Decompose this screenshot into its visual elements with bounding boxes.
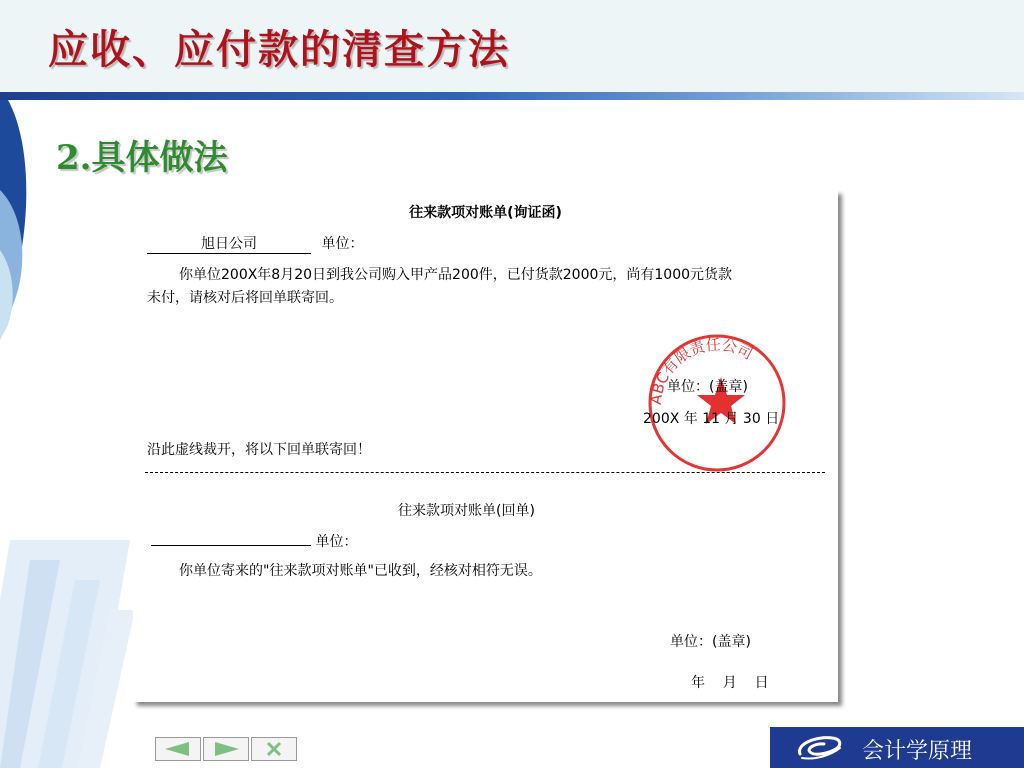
swirl-logo-icon xyxy=(794,734,846,762)
slide-navigation xyxy=(155,737,299,761)
seal-text: ABC有限责任公司 xyxy=(646,335,756,406)
arrow-right-icon xyxy=(211,741,241,757)
prev-slide-button[interactable] xyxy=(155,737,201,761)
slide-title: 应收、应付款的清查方法 xyxy=(48,26,510,73)
cut-line xyxy=(145,472,825,473)
date-line: 200X 年 11 月 30 日 xyxy=(643,411,780,427)
left-decoration xyxy=(0,100,40,360)
cut-instruction: 沿此虚线裁开，将以下回单联寄回！ xyxy=(147,442,371,458)
section-subtitle: 2.具体做法 xyxy=(56,138,228,178)
decorative-stripes xyxy=(0,540,140,768)
addressee-line xyxy=(147,233,363,254)
reply-date-line: 年 月 日 xyxy=(691,675,769,691)
reply-body: 你单位寄来的"往来款项对账单"已收到，经核对相符无误。 xyxy=(179,563,542,579)
addressee-name: 旭日公司 xyxy=(147,233,311,254)
course-brand-bar xyxy=(770,727,1024,768)
arrow-left-icon xyxy=(163,741,193,757)
sign-label: 单位：(盖章) xyxy=(667,379,748,395)
header-divider-bar xyxy=(0,92,1024,100)
company-seal xyxy=(641,325,791,475)
reply-title: 往来款项对账单(回单) xyxy=(398,503,535,519)
reply-addressee-suffix: 单位： xyxy=(315,534,358,550)
close-slideshow-button[interactable] xyxy=(251,737,297,761)
addressee-suffix: 单位： xyxy=(321,236,364,252)
reply-addressee-blank xyxy=(151,529,311,546)
close-icon xyxy=(264,741,284,757)
reply-sign-label: 单位：(盖章) xyxy=(670,634,751,650)
letter-title: 往来款项对账单(询证函) xyxy=(409,205,562,221)
slide-header xyxy=(0,0,1024,92)
next-slide-button[interactable] xyxy=(203,737,249,761)
reply-addressee-line xyxy=(151,529,357,551)
course-name: 会计学原理 xyxy=(862,739,973,764)
confirmation-letter xyxy=(133,190,838,702)
letter-body-line2: 未付，请核对后将回单联寄回。 xyxy=(147,290,343,306)
letter-body-line1: 你单位200X年8月20日到我公司购入甲产品200件，已付货款2000元，尚有1000元货款 xyxy=(179,267,733,283)
